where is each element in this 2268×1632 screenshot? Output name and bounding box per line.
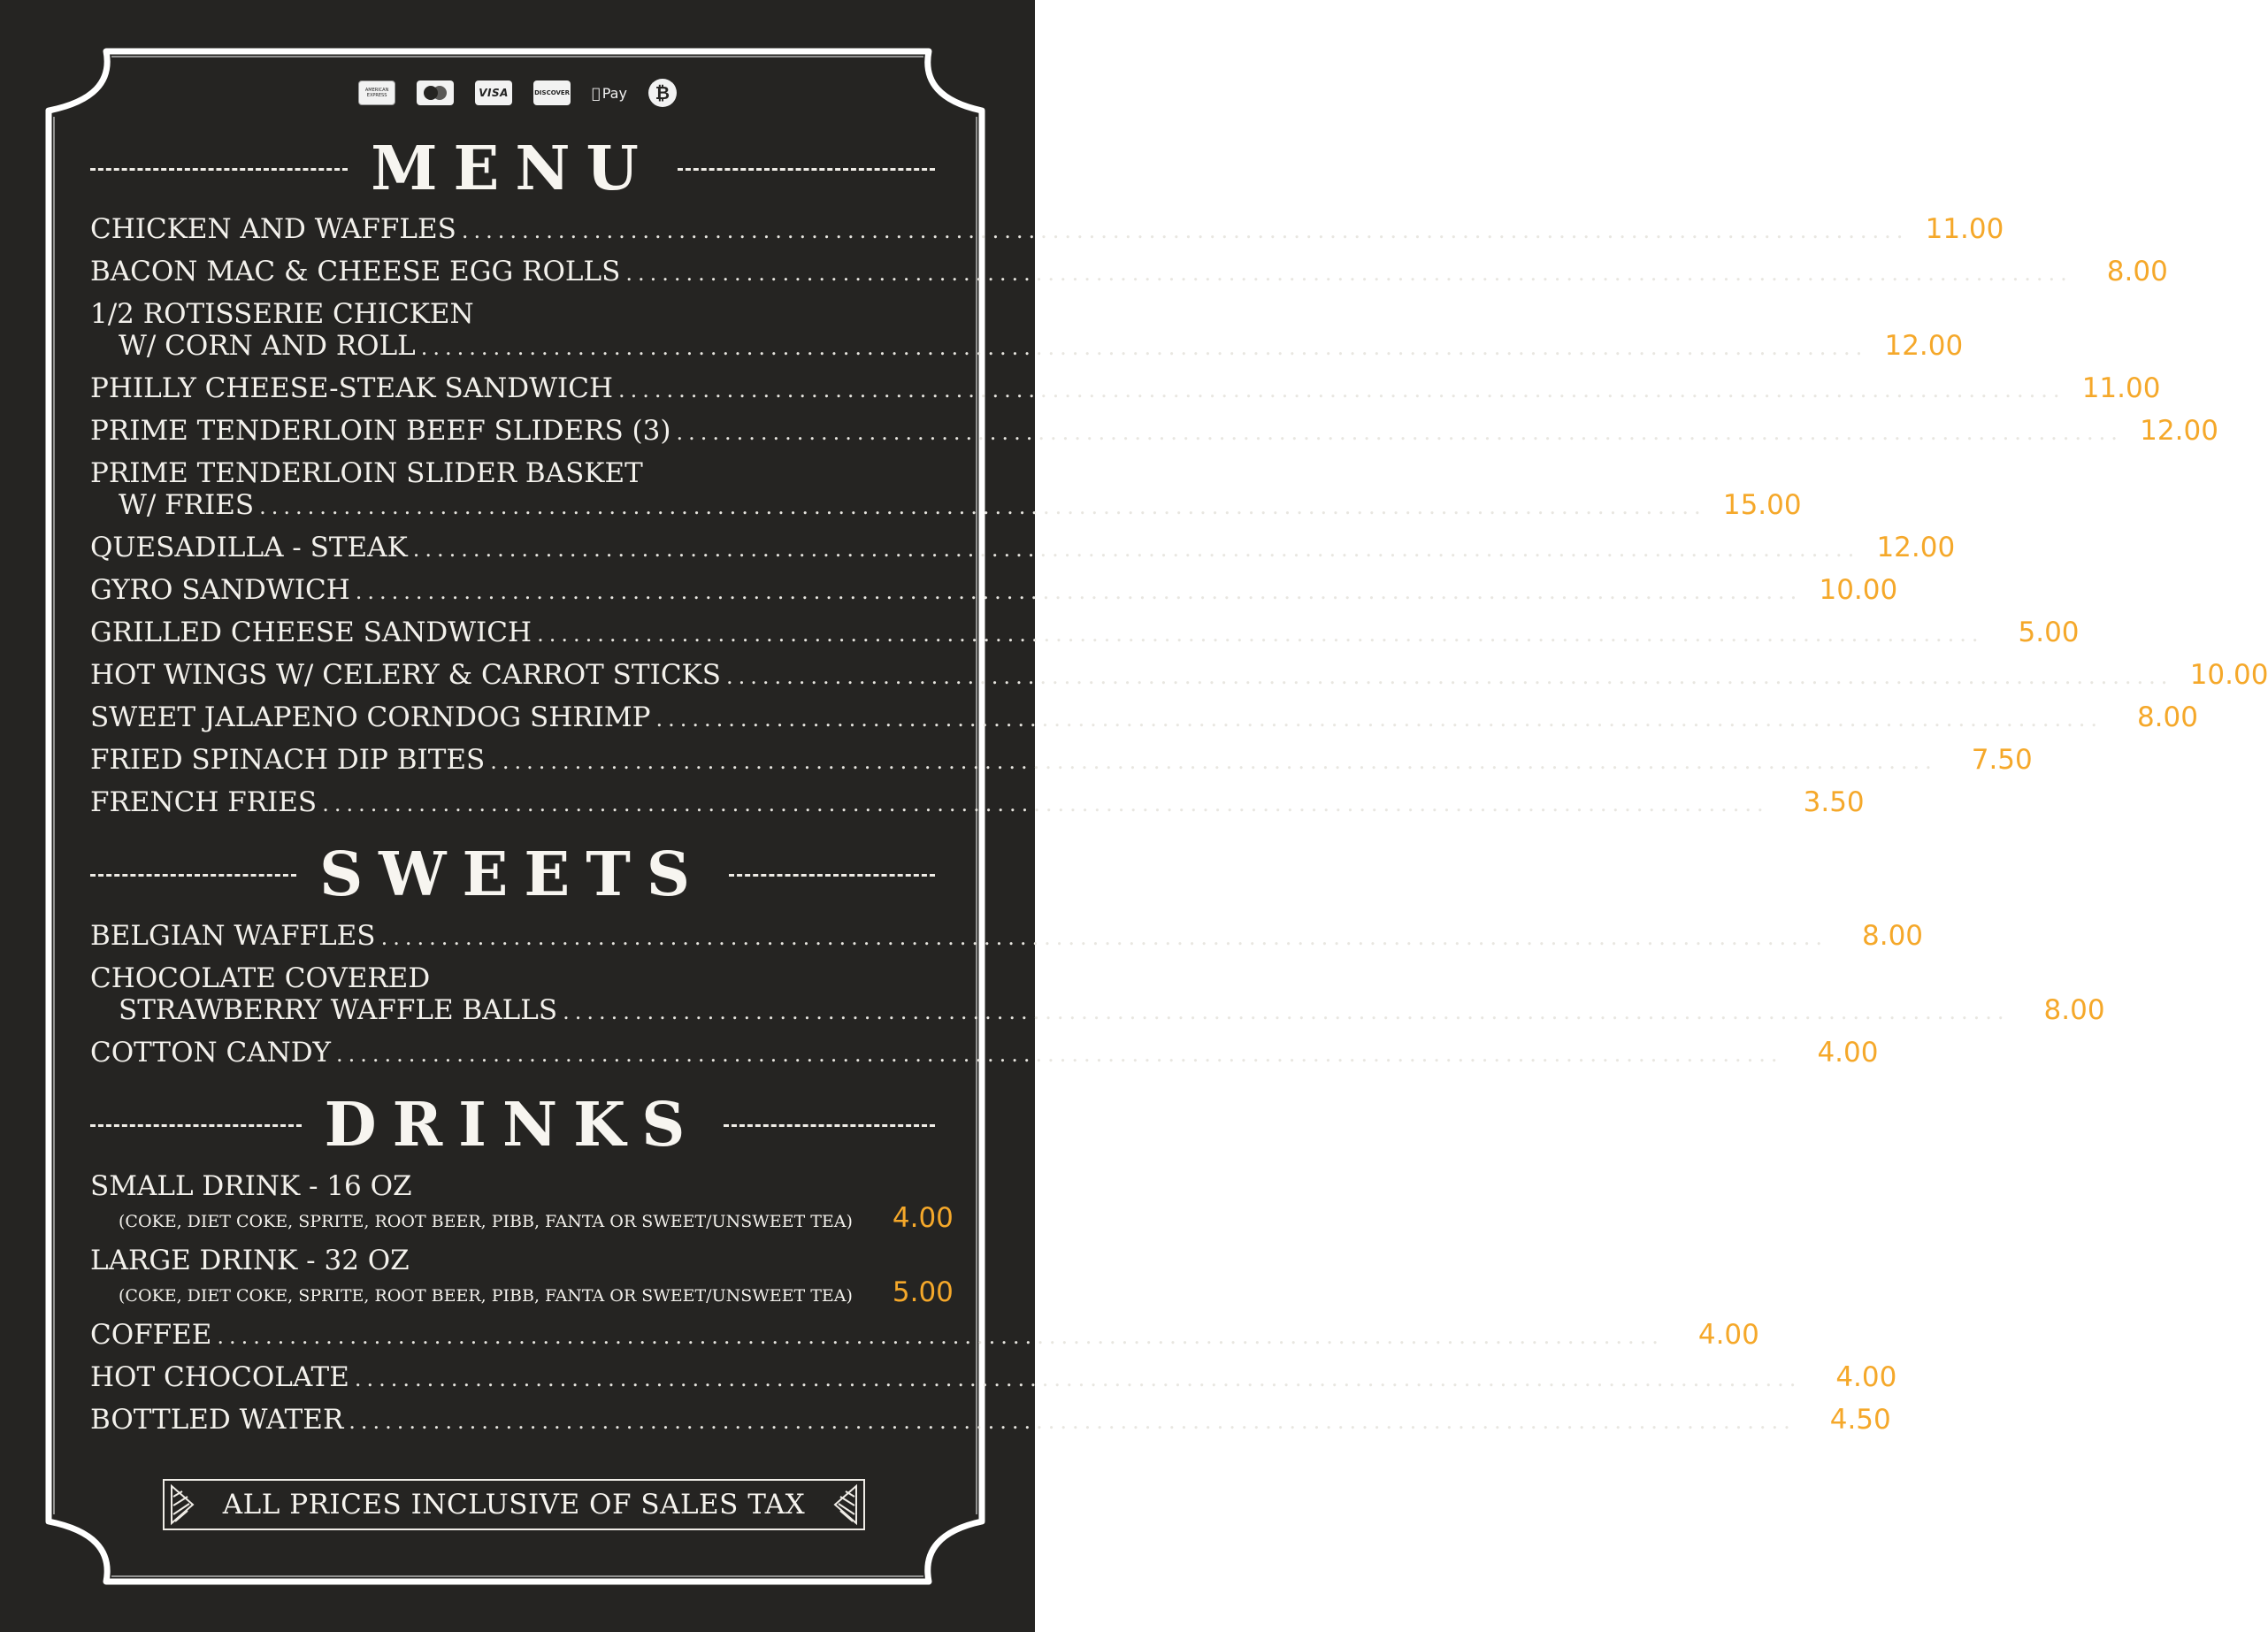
- dot-leader: ........................................................................................................................: [537, 622, 1984, 647]
- item-price: 4.00: [1817, 1037, 1879, 1069]
- bitcoin-icon: ₿: [648, 79, 677, 107]
- item-name: BELGIAN WAFFLES: [90, 920, 376, 952]
- item-name: FRENCH FRIES: [90, 786, 318, 818]
- item-price: 11.00: [2081, 372, 2161, 404]
- item-name: FRIED SPINACH DIP BITES: [90, 744, 486, 776]
- dot-leader: ........................................................................................................................: [354, 1367, 1802, 1391]
- item-price: 4.00: [1835, 1361, 1897, 1393]
- dot-leader: ........................................................................................................................: [355, 579, 1803, 604]
- item-price: 10.00: [2189, 659, 2268, 691]
- item-price: 4.00: [892, 1202, 954, 1234]
- sales-tax-banner: [163, 1479, 865, 1530]
- menu-item: [90, 962, 2105, 1026]
- dot-leader: ........................................................................................................................: [420, 335, 1868, 360]
- sales-tax-note: ALL PRICES INCLUSIVE OF SALES TAX: [222, 1489, 806, 1521]
- item-name: PRIME TENDERLOIN BEEF SLIDERS (3): [90, 415, 671, 447]
- dot-leader: ........................................................................................................................: [676, 420, 2123, 445]
- dot-leader: ........................................................................................................................: [461, 218, 1909, 243]
- item-name: HOT WINGS W/ CELERY & CARROT STICKS: [90, 659, 721, 691]
- menu-item: [90, 617, 2080, 648]
- item-name: BACON MAC & CHEESE EGG ROLLS: [90, 256, 621, 287]
- menu-item: [90, 786, 1865, 818]
- menu-item: [90, 372, 2161, 404]
- menu-item: [90, 920, 1924, 952]
- payment-methods: [0, 78, 1035, 108]
- dot-leader: ........................................................................................................................: [259, 494, 1706, 519]
- item-name-line2: STRAWBERRY WAFFLE BALLS: [119, 994, 558, 1026]
- item-note: (COKE, DIET COKE, SPRITE, ROOT BEER, PIBB, FANTA OR SWEET/UNSWEET TEA): [119, 1212, 853, 1231]
- item-price: 5.00: [2018, 617, 2080, 648]
- sweets-title: SWEETS: [319, 839, 706, 910]
- menu-item: [90, 298, 1964, 362]
- drinks-title: DRINKS: [324, 1090, 701, 1161]
- item-name: PRIME TENDERLOIN SLIDER BASKET: [90, 457, 643, 489]
- apple-pay-icon: Pay: [597, 84, 624, 102]
- sweets-heading: [90, 840, 935, 909]
- item-price: 8.00: [2106, 256, 2168, 287]
- item-price: 8.00: [2043, 994, 2105, 1026]
- menu-item: [90, 1037, 1879, 1069]
- item-note: (COKE, DIET COKE, SPRITE, ROOT BEER, PIBB, FANTA OR SWEET/UNSWEET TEA): [119, 1286, 853, 1306]
- item-price: 15.00: [1722, 489, 1802, 521]
- item-name: GRILLED CHEESE SANDWICH: [90, 617, 533, 648]
- dot-leader: ........................................................................................................................: [217, 1324, 1664, 1349]
- item-name: COTTON CANDY: [90, 1037, 332, 1069]
- item-price: 8.00: [2136, 701, 2198, 733]
- menu-item: [90, 1319, 1759, 1351]
- item-name: 1/2 ROTISSERIE CHICKEN: [90, 298, 474, 330]
- item-price: 4.50: [1829, 1404, 1891, 1436]
- menu-item: [90, 1170, 954, 1234]
- item-name: PHILLY CHEESE-STEAK SANDWICH: [90, 372, 613, 404]
- discover-card-icon: DISCOVER: [533, 80, 571, 105]
- dot-leader: ........................................................................................................................: [725, 664, 2173, 689]
- dot-leader: ........................................................................................................................: [322, 792, 1769, 816]
- menu-item: [90, 574, 1898, 606]
- menu-item: [90, 744, 2033, 776]
- dot-leader: ........................................................................................................................: [412, 537, 1860, 562]
- item-name: BOTTLED WATER: [90, 1404, 344, 1436]
- item-price: 12.00: [1884, 330, 1964, 362]
- item-price: 7.50: [1971, 744, 2033, 776]
- dot-leader: ........................................................................................................................: [380, 925, 1828, 950]
- menu-item: [90, 1404, 1891, 1436]
- item-name: LARGE DRINK - 32 OZ: [90, 1245, 410, 1276]
- drinks-heading: [90, 1091, 935, 1160]
- hatch-decoration-icon: [170, 1484, 196, 1525]
- item-price: 4.00: [1697, 1319, 1759, 1351]
- item-price: 12.00: [2140, 415, 2218, 447]
- drinks-section: [90, 1170, 1897, 1436]
- menu-item: [90, 1245, 954, 1308]
- item-price: 3.50: [1803, 786, 1865, 818]
- menu-heading: [90, 134, 935, 203]
- menu-item: [90, 659, 2268, 691]
- item-name: SWEET JALAPENO CORNDOG SHRIMP: [90, 701, 651, 733]
- hatch-decoration-icon: [831, 1484, 858, 1525]
- item-name-line2: W/ FRIES: [119, 489, 255, 521]
- item-name: COFFEE: [90, 1319, 212, 1351]
- item-name-line2: W/ CORN AND ROLL: [119, 330, 416, 362]
- item-price: 10.00: [1819, 574, 1898, 606]
- item-name: SMALL DRINK - 16 OZ: [90, 1170, 412, 1202]
- menu-item: [90, 457, 1802, 521]
- item-price: 11.00: [1925, 213, 2004, 245]
- item-name: CHICKEN AND WAFFLES: [90, 213, 456, 245]
- sweets-section: [90, 920, 2105, 1069]
- item-price: 5.00: [892, 1276, 954, 1308]
- menu-item: [90, 415, 2218, 447]
- dot-leader: ........................................................................................................................: [336, 1042, 1783, 1067]
- menu-title: MENU: [371, 134, 655, 204]
- dot-leader: ........................................................................................................................: [655, 707, 2103, 732]
- menu-item: [90, 256, 2168, 287]
- menu-item: [90, 532, 1956, 563]
- menu-section: [90, 213, 2268, 818]
- item-name: GYRO SANDWICH: [90, 574, 350, 606]
- dot-leader: ........................................................................................................................: [349, 1409, 1796, 1434]
- item-price: 8.00: [1862, 920, 1924, 952]
- dot-leader: ........................................................................................................................: [563, 1000, 2010, 1024]
- dot-leader: ........................................................................................................................: [490, 749, 1937, 774]
- menu-item: [90, 701, 2198, 733]
- menu-item: [90, 1361, 1897, 1393]
- item-name: HOT CHOCOLATE: [90, 1361, 349, 1393]
- item-price: 12.00: [1876, 532, 1956, 563]
- visa-card-icon: VISA: [475, 80, 512, 105]
- dot-leader: ........................................................................................................................: [617, 378, 2065, 402]
- amex-card-icon: AMERICAN EXPRESS: [358, 80, 395, 105]
- menu-item: [90, 213, 2004, 245]
- mastercard-icon: [417, 80, 454, 105]
- item-name: QUESADILLA - STEAK: [90, 532, 408, 563]
- item-name: CHOCOLATE COVERED: [90, 962, 431, 994]
- dot-leader: ........................................................................................................................: [625, 261, 2073, 286]
